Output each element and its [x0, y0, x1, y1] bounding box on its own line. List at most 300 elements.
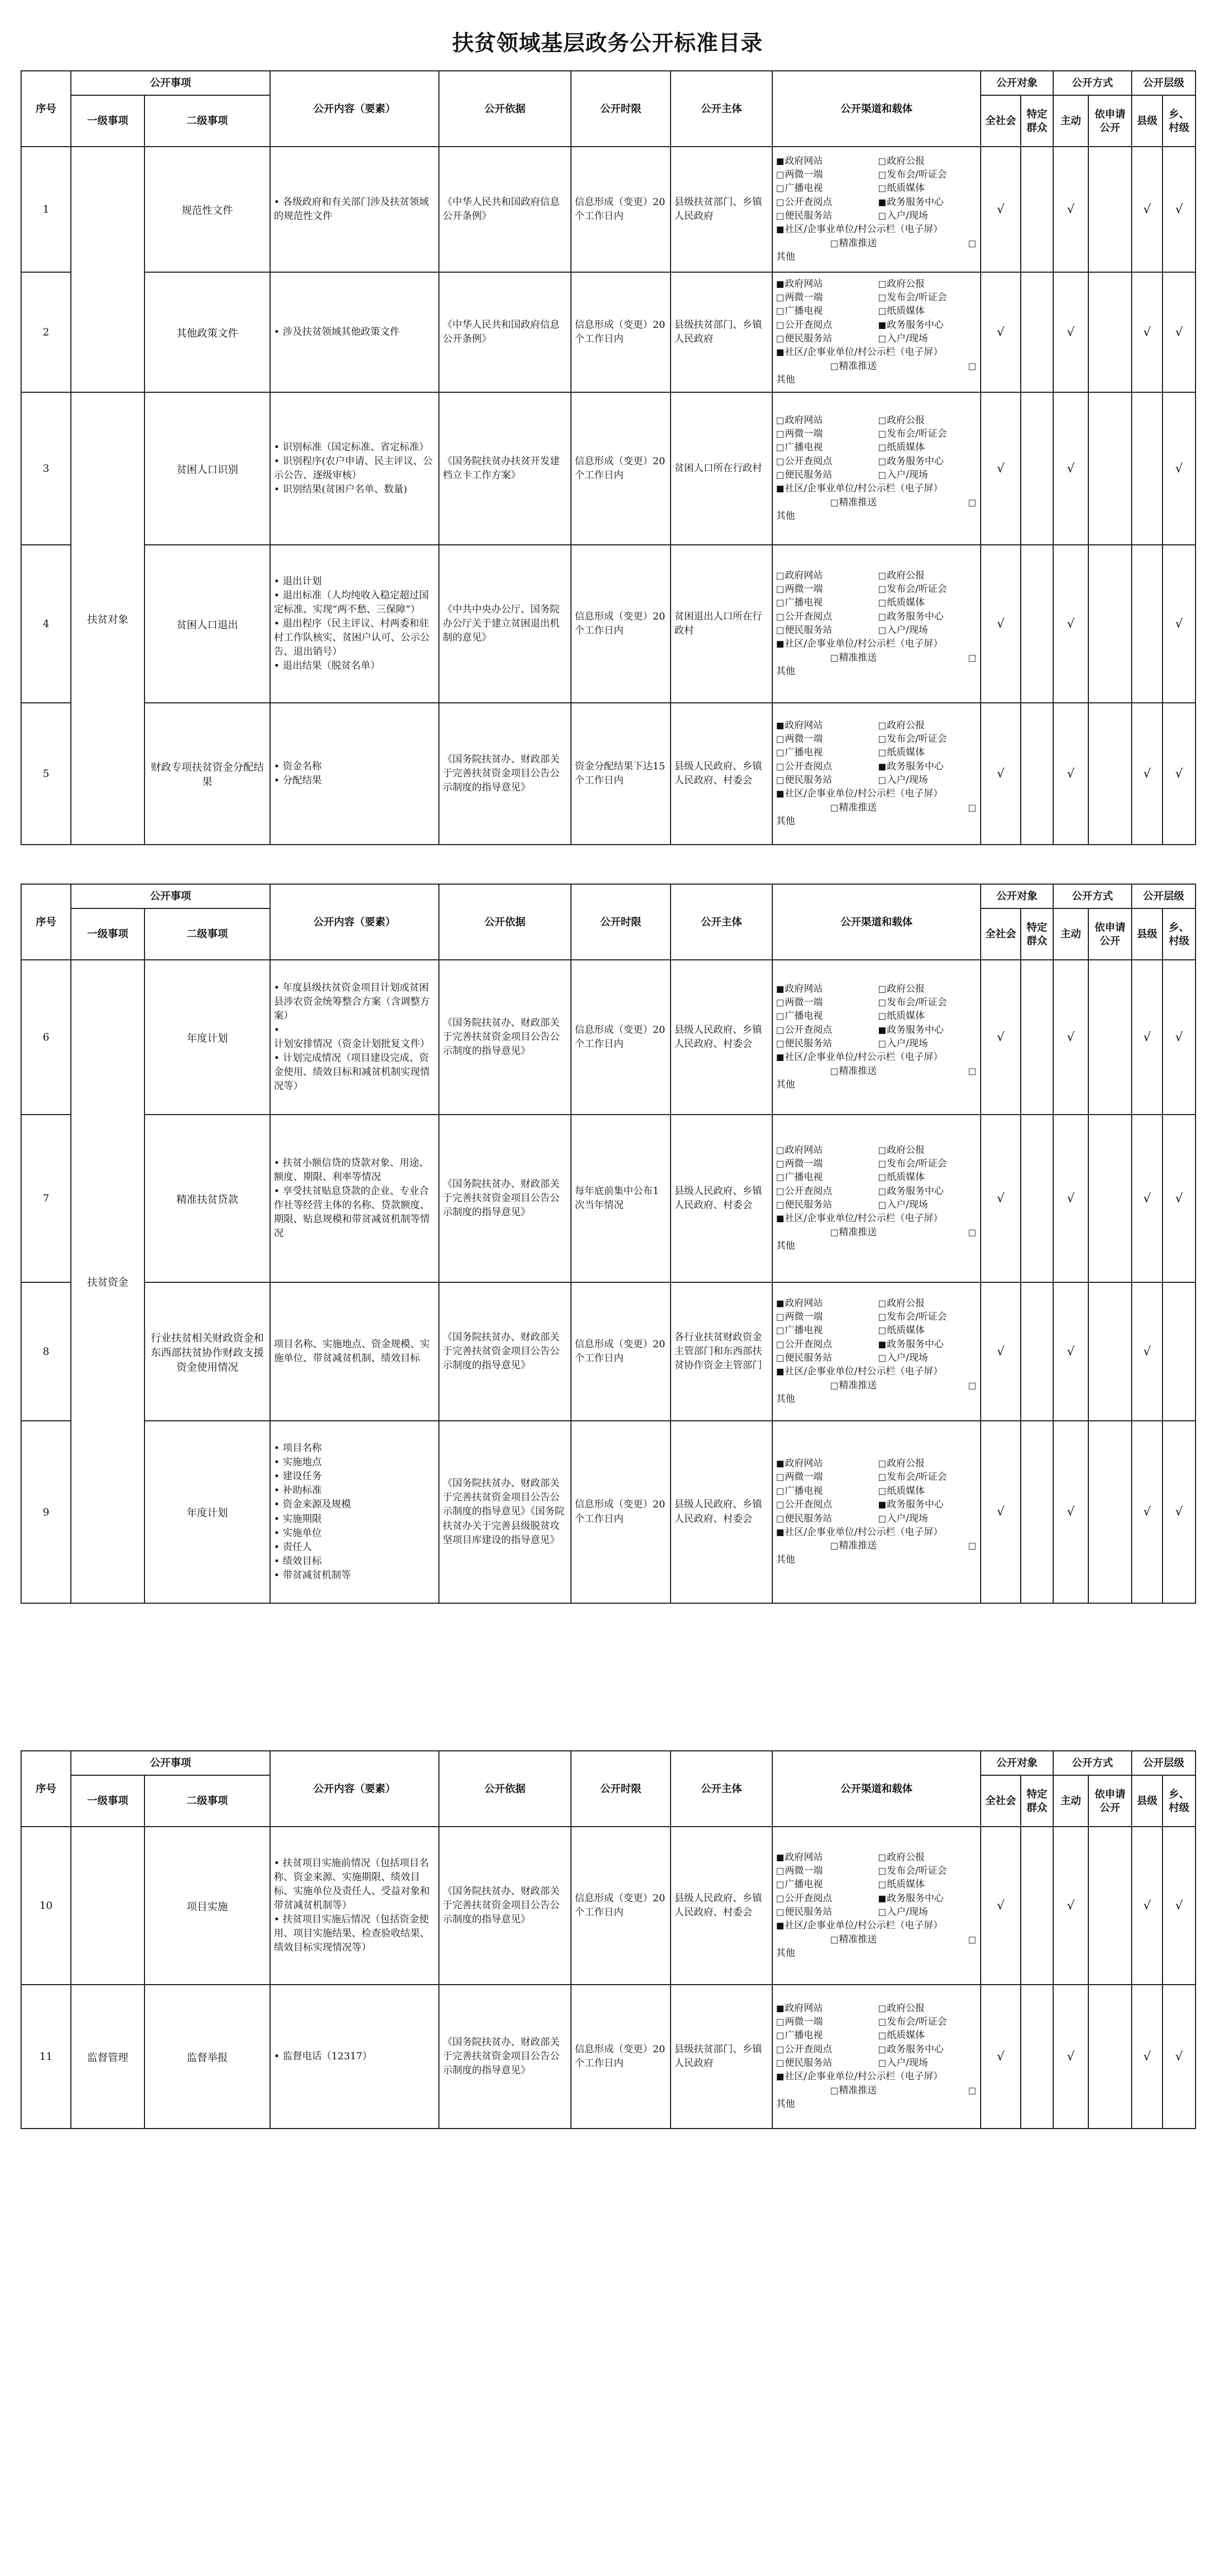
- header-level1: 一级事项: [71, 908, 145, 960]
- empty-box-icon: □: [878, 1865, 886, 1876]
- checked-box-icon: ■: [776, 638, 785, 649]
- header-level-county: 县级: [1132, 1775, 1163, 1827]
- channel-label: 政务服务中心: [886, 611, 944, 622]
- timing-cell: 信息形成（变更）20个工作日内: [571, 1985, 671, 2129]
- header-audience-group: 公开对象: [981, 884, 1053, 908]
- channel-label: 纸质媒体: [886, 1011, 925, 1022]
- channel-community: [776, 482, 977, 496]
- channel-label: 广播电视: [785, 306, 823, 317]
- channel-gov-site: [776, 414, 875, 427]
- channel-press: [878, 996, 977, 1010]
- channel-community: [776, 2070, 977, 2084]
- channel-label: 精准推送: [839, 1227, 877, 1238]
- timing-cell: 信息形成（变更）20个工作日内: [571, 545, 671, 703]
- level1-cell: [71, 147, 145, 392]
- content-item: • 资金名称: [274, 760, 435, 774]
- mark-all: √: [981, 1421, 1021, 1603]
- checked-box-icon: ■: [776, 720, 785, 730]
- channel-label: 公开查阅点: [785, 1185, 832, 1197]
- channel-push-row: [776, 1379, 977, 1393]
- channel-label: 两微一端: [785, 733, 823, 745]
- content-item: • 扶贫小额信贷的贷款对象、用途、额度、期限、利率等情况: [274, 1156, 435, 1184]
- channels-cell: [772, 1421, 981, 1603]
- channel-label: 广播电视: [785, 442, 823, 453]
- checked-box-icon: ■: [776, 983, 785, 994]
- channel-checklist: [776, 569, 977, 679]
- content-cell: [270, 272, 439, 392]
- channel-push: [830, 360, 877, 373]
- channel-label: 政府公报: [886, 720, 925, 731]
- header-content: 公开内容（要素）: [270, 71, 439, 147]
- channel-label: 纸质媒体: [886, 1485, 925, 1497]
- mark-active: √: [1053, 1827, 1088, 1985]
- level2-cell: 规范性文件: [145, 147, 270, 272]
- channel-label: 政府公报: [886, 570, 925, 581]
- header-subject: 公开主体: [671, 1751, 772, 1827]
- channel-checklist: [776, 278, 977, 387]
- timing-cell: 信息形成（变更）20个工作日内: [571, 392, 671, 545]
- content-item: • 项目名称: [274, 1441, 435, 1455]
- channel-community: [776, 223, 977, 236]
- checked-box-icon: ■: [776, 278, 785, 289]
- empty-box-icon: □: [776, 2016, 785, 2027]
- empty-box-icon: □: [776, 733, 785, 744]
- mark-specific: [1021, 960, 1053, 1115]
- channel-service-center: [878, 610, 977, 624]
- empty-box-icon: □: [776, 1513, 785, 1524]
- empty-box-icon: □: [776, 210, 785, 221]
- mark-request: [1088, 1827, 1132, 1985]
- channel-label: 政务服务中心: [886, 1024, 944, 1036]
- channel-door: [878, 1512, 977, 1526]
- channel-label: 广播电视: [785, 2030, 823, 2041]
- page-title: 扶贫领域基层政务公开标准目录: [452, 30, 763, 56]
- empty-box-icon: □: [878, 720, 886, 730]
- empty-box-icon: □: [776, 747, 785, 758]
- empty-box-icon: □: [878, 597, 886, 608]
- channel-query: [776, 2043, 875, 2057]
- channel-gov-site: [776, 1851, 875, 1865]
- subject-cell: 各行业扶贫财政资金主管部门和东西部扶贫协作资金主管部门: [671, 1282, 772, 1421]
- channel-label: 两微一端: [785, 1158, 823, 1169]
- channel-label: 政府网站: [785, 1458, 823, 1469]
- channel-label: 发布会/听证会: [886, 733, 947, 745]
- mark-town: √: [1163, 1827, 1196, 1985]
- channel-label: 社区/企事业单位/村公示栏（电子屏）: [785, 347, 943, 358]
- empty-box-icon: □: [878, 1311, 886, 1322]
- empty-box-icon: □: [776, 1038, 785, 1049]
- empty-box-icon: □: [776, 1499, 785, 1510]
- channel-label: 便民服务站: [785, 1200, 832, 1210]
- empty-box-icon: □: [878, 1458, 886, 1468]
- mark-county: √: [1132, 703, 1163, 845]
- empty-box-icon: □: [776, 456, 785, 466]
- mark-county: √: [1132, 1282, 1163, 1421]
- empty-box-icon: □: [776, 1472, 785, 1483]
- mark-request: [1088, 1115, 1132, 1282]
- header-subject: 公开主体: [671, 71, 772, 147]
- channel-label: 纸质媒体: [886, 1879, 925, 1890]
- channel-label: 政府公报: [886, 414, 925, 426]
- mark-specific: [1021, 1421, 1053, 1603]
- subject-cell: 县级人民政府、乡镇人民政府、村委会: [671, 1827, 772, 1985]
- channel-label: 政府网站: [785, 570, 823, 581]
- mark-specific: [1021, 1827, 1053, 1985]
- checked-box-icon: ■: [776, 2002, 785, 2013]
- channel-label: 公开查阅点: [785, 456, 832, 467]
- empty-box-icon: □: [830, 802, 839, 813]
- channel-door: [878, 332, 977, 346]
- content-cell: [270, 392, 439, 545]
- channel-label: 入户/现场: [886, 625, 928, 636]
- empty-box-icon: □: [830, 1540, 839, 1551]
- content-item: • 退出程序（民主评议、村两委和驻村工作队核实、贫困户认可、公示公告、退出销号）: [274, 617, 435, 659]
- channel-label: 便民服务站: [785, 1513, 832, 1524]
- channel-push-row: [776, 496, 977, 510]
- checked-box-icon: ■: [776, 788, 785, 799]
- header-subject: 公开主体: [671, 884, 772, 960]
- table-row: [21, 1421, 1196, 1603]
- content-item: • 实施地点: [274, 1455, 435, 1470]
- channel-label: 精准推送: [839, 238, 877, 249]
- header-level2: 二级事项: [145, 95, 270, 147]
- channel-push: [830, 1379, 877, 1393]
- channel-door: [878, 624, 977, 637]
- channel-other: 其他: [776, 511, 796, 522]
- channel-label: 社区/企事业单位/村公示栏（电子屏）: [785, 638, 943, 650]
- channel-service-center: [878, 760, 977, 774]
- channel-paper: [878, 1324, 977, 1338]
- channel-label: 政务服务中心: [886, 1893, 944, 1904]
- channel-other: 其他: [776, 666, 796, 677]
- empty-box-icon: □: [830, 238, 839, 248]
- timing-cell: 信息形成（变更）20个工作日内: [571, 1827, 671, 1985]
- mark-specific: [1021, 1115, 1053, 1282]
- channel-door: [878, 774, 977, 787]
- channel-label: 公开查阅点: [785, 1024, 832, 1036]
- channels-cell: [772, 703, 981, 845]
- channel-community: [776, 1051, 977, 1064]
- content-cell: [270, 1421, 439, 1603]
- channel-two-one: [776, 733, 875, 746]
- empty-box-icon: □: [776, 1172, 785, 1183]
- channel-label: 社区/企事业单位/村公示栏（电子屏）: [785, 1920, 943, 1932]
- mark-town: √: [1163, 545, 1196, 703]
- empty-box-icon: □: [830, 497, 839, 508]
- catalog-table-3: [21, 1750, 1196, 2129]
- mark-specific: [1021, 703, 1053, 845]
- channel-label: 便民服务站: [785, 2058, 832, 2068]
- table-row: [21, 703, 1196, 845]
- channel-press: [878, 1157, 977, 1171]
- empty-box-icon: □: [878, 775, 886, 785]
- mark-request: [1088, 1282, 1132, 1421]
- empty-box-icon: □: [968, 1934, 977, 1945]
- channel-query: [776, 455, 875, 469]
- channel-community: [776, 637, 977, 651]
- empty-box-icon: □: [776, 442, 785, 453]
- mark-county: [1132, 545, 1163, 703]
- empty-box-icon: □: [776, 1011, 785, 1022]
- row-seq: 8: [21, 1282, 71, 1421]
- channel-label: 精准推送: [839, 360, 877, 372]
- channel-checklist: [776, 719, 977, 829]
- header-timing: 公开时限: [571, 1751, 671, 1827]
- content-item: • 识别标准（国定标准、省定标准）: [274, 440, 435, 454]
- empty-box-icon: □: [878, 1472, 886, 1483]
- channel-label: 精准推送: [839, 1380, 877, 1391]
- channel-label: 纸质媒体: [886, 1172, 925, 1183]
- content-item: • 实施单位: [274, 1526, 435, 1540]
- checked-box-icon: ■: [776, 2071, 785, 2082]
- checked-box-icon: ■: [776, 1366, 785, 1377]
- channel-gov-site: [776, 1457, 875, 1471]
- mark-request: [1088, 1421, 1132, 1603]
- empty-box-icon: □: [878, 456, 886, 466]
- channel-gov-site: [776, 983, 875, 996]
- channel-press: [878, 583, 977, 596]
- channel-other: 其他: [776, 1554, 796, 1565]
- empty-box-icon: □: [776, 570, 785, 581]
- channel-door: [878, 469, 977, 482]
- channel-label: 两微一端: [785, 583, 823, 595]
- empty-box-icon: □: [776, 428, 785, 439]
- channel-label: 政府网站: [785, 155, 823, 167]
- mark-all: √: [981, 960, 1021, 1115]
- content-list: [274, 575, 435, 674]
- empty-box-icon: □: [830, 1227, 839, 1237]
- channels-cell: [772, 545, 981, 703]
- channel-other: 其他: [776, 1394, 796, 1405]
- channel-push: [830, 2084, 877, 2098]
- content-item: • 实施期限: [274, 1512, 435, 1526]
- channel-label: 入户/现场: [886, 470, 928, 480]
- empty-box-icon: □: [968, 238, 977, 248]
- table-row: [21, 960, 1196, 1115]
- channel-two-one: [776, 2015, 875, 2029]
- channels-cell: [772, 392, 981, 545]
- mark-town: √: [1163, 1421, 1196, 1603]
- content-item: • 绩效目标: [274, 1554, 435, 1569]
- channel-label: 政务服务中心: [886, 1499, 944, 1511]
- table-row: [21, 1985, 1196, 2129]
- channel-query: [776, 1498, 875, 1512]
- header-items-group: 公开事项: [71, 71, 270, 95]
- channel-push-row: [776, 1539, 977, 1553]
- header-items-group: 公开事项: [71, 884, 270, 908]
- empty-box-icon: □: [776, 1024, 785, 1035]
- channel-label: 纸质媒体: [886, 747, 925, 759]
- empty-box-icon: □: [878, 1158, 886, 1169]
- channel-service-center: [878, 2043, 977, 2057]
- table-row: [21, 272, 1196, 392]
- header-level-town: 乡、村级: [1163, 908, 1196, 960]
- header-timing: 公开时限: [571, 71, 671, 147]
- channel-door: [878, 209, 977, 223]
- channel-label: 两微一端: [785, 2016, 823, 2027]
- channel-label: 入户/现场: [886, 775, 928, 786]
- channel-gov-site: [776, 2002, 875, 2015]
- content-list: [274, 440, 435, 497]
- channel-convenience: [776, 1037, 875, 1051]
- checked-box-icon: ■: [776, 1458, 785, 1468]
- channel-label: 便民服务站: [785, 625, 832, 636]
- content-cell: [270, 960, 439, 1115]
- channel-gov-site: [776, 719, 875, 733]
- channel-push: [830, 1065, 877, 1078]
- basis-cell: 《国务院扶贫办、财政部关于完善扶贫资金项目公告公示制度的指导意见》《国务院扶贫办关于完善县级脱贫攻坚项目库建设的指导意见》: [439, 1421, 571, 1603]
- channel-label: 便民服务站: [785, 470, 832, 480]
- level2-cell: 精准扶贫贷款: [145, 1115, 270, 1282]
- checked-box-icon: ■: [776, 1526, 785, 1537]
- checked-box-icon: ■: [776, 224, 785, 235]
- header-channels: 公开渠道和载体: [772, 884, 981, 960]
- channel-door: [878, 2057, 977, 2070]
- mark-active: √: [1053, 1282, 1088, 1421]
- content-list: [274, 1441, 435, 1583]
- empty-box-icon: □: [968, 1380, 977, 1391]
- empty-box-icon: □: [968, 2085, 977, 2096]
- content-item: • 退出计划: [274, 575, 435, 589]
- mark-town: √: [1163, 1115, 1196, 1282]
- subject-cell: 贫困退出人口所在行政村: [671, 545, 772, 703]
- content-item: • 责任人: [274, 1540, 435, 1554]
- header-audience-specific: 特定群众: [1021, 908, 1053, 960]
- channel-label: 便民服务站: [785, 210, 832, 221]
- empty-box-icon: □: [776, 1158, 785, 1169]
- checked-box-icon: ■: [776, 1920, 785, 1931]
- empty-box-icon: □: [878, 583, 886, 594]
- channel-label: 发布会/听证会: [886, 583, 947, 595]
- channel-label: 广播电视: [785, 747, 823, 759]
- empty-box-icon: □: [878, 414, 886, 425]
- channels-cell: [772, 1827, 981, 1985]
- channel-broadcast: [776, 746, 875, 760]
- channel-label: 公开查阅点: [785, 761, 832, 772]
- channel-label: 发布会/听证会: [886, 292, 947, 303]
- channel-gov-site: [776, 155, 875, 168]
- channel-label: 政府网站: [785, 414, 823, 426]
- channel-label: 政府公报: [886, 278, 925, 289]
- row-seq: 7: [21, 1115, 71, 1282]
- channels-cell: [772, 1985, 981, 2129]
- channel-other: 其他: [776, 816, 796, 827]
- channel-paper: [878, 182, 977, 195]
- channel-label: 两微一端: [785, 169, 823, 180]
- channel-label: 便民服务站: [785, 1038, 832, 1049]
- channel-label: 入户/现场: [886, 1907, 928, 1918]
- empty-box-icon: □: [968, 802, 977, 813]
- channel-label: 两微一端: [785, 1311, 823, 1322]
- empty-box-icon: □: [776, 414, 785, 425]
- content-item: • 扶贫项目实施前情况（包括项目名称、资金来源、实施期限、绩效目标、实施单位及责任人、受益对象和带贫减贫机制等）: [274, 1856, 435, 1913]
- channel-label: 政府网站: [785, 278, 823, 289]
- mark-county: √: [1132, 147, 1163, 272]
- channel-gov-gazette: [878, 719, 977, 733]
- channel-label: 发布会/听证会: [886, 1472, 947, 1483]
- empty-box-icon: □: [968, 1065, 977, 1076]
- empty-box-icon: □: [878, 733, 886, 744]
- channel-query: [776, 760, 875, 774]
- content-list: [274, 981, 435, 1094]
- channel-query: [776, 1892, 875, 1906]
- channel-press: [878, 168, 977, 182]
- channel-service-center: [878, 196, 977, 209]
- table-row: [21, 392, 1196, 545]
- content-item: • 带贫减贫机制等: [274, 1569, 435, 1583]
- channel-door: [878, 1352, 977, 1365]
- subject-cell: 县级人民政府、乡镇人民政府、村委会: [671, 1421, 772, 1603]
- timing-cell: 信息形成（变更）20个工作日内: [571, 1282, 671, 1421]
- level1-cell: 扶贫资金: [71, 960, 145, 1603]
- empty-box-icon: □: [968, 497, 977, 508]
- empty-box-icon: □: [878, 1852, 886, 1862]
- checked-box-icon: ■: [776, 483, 785, 494]
- channel-push-row: [776, 1933, 977, 1947]
- channel-gov-site: [776, 1297, 875, 1310]
- channel-label: 社区/企事业单位/村公示栏（电子屏）: [785, 1052, 943, 1063]
- channel-label: 公开查阅点: [785, 319, 832, 331]
- basis-cell: 《国务院扶贫办、财政部关于完善扶贫资金项目公告公示制度的指导意见》: [439, 960, 571, 1115]
- level2-cell: 财政专项扶贫资金分配结果: [145, 703, 270, 845]
- channel-label: 两微一端: [785, 997, 823, 1008]
- empty-box-icon: □: [878, 1353, 886, 1363]
- header-mode-active: 主动: [1053, 95, 1088, 147]
- timing-cell: 信息形成（变更）20个工作日内: [571, 960, 671, 1115]
- channel-convenience: [776, 624, 875, 637]
- channel-label: 发布会/听证会: [886, 2016, 947, 2027]
- checked-box-icon: ■: [776, 1852, 785, 1862]
- channel-checklist: [776, 1457, 977, 1567]
- empty-box-icon: □: [776, 1485, 785, 1496]
- row-seq: 5: [21, 703, 71, 845]
- empty-box-icon: □: [878, 1297, 886, 1308]
- empty-box-icon: □: [776, 775, 785, 785]
- empty-box-icon: □: [776, 169, 785, 180]
- channel-checklist: [776, 1297, 977, 1407]
- channel-label: 发布会/听证会: [886, 428, 947, 439]
- channel-label: 便民服务站: [785, 333, 832, 344]
- empty-box-icon: □: [878, 1185, 886, 1196]
- content-list: [274, 2050, 435, 2064]
- checked-box-icon: ■: [776, 155, 785, 166]
- channel-label: 发布会/听证会: [886, 169, 947, 180]
- mark-specific: [1021, 1282, 1053, 1421]
- channels-cell: [772, 1115, 981, 1282]
- empty-box-icon: □: [878, 210, 886, 221]
- channel-broadcast: [776, 1010, 875, 1023]
- row-seq: 3: [21, 392, 71, 545]
- mark-active: √: [1053, 703, 1088, 845]
- channel-gov-site: [776, 1144, 875, 1157]
- channel-convenience: [776, 1198, 875, 1212]
- channel-push: [830, 1933, 877, 1947]
- content-item: • 年度县级扶贫资金项目计划或贫困县涉农资金统筹整合方案（含调整方案）: [274, 981, 435, 1023]
- mark-active: √: [1053, 392, 1088, 545]
- level1-cell: 扶贫对象: [71, 392, 145, 845]
- header-timing: 公开时限: [571, 884, 671, 960]
- header-level1: 一级事项: [71, 1775, 145, 1827]
- content-list: [274, 1856, 435, 1955]
- row-seq: 4: [21, 545, 71, 703]
- checked-box-icon: ■: [878, 196, 886, 207]
- checked-box-icon: ■: [878, 761, 886, 772]
- channel-label: 入户/现场: [886, 2058, 928, 2068]
- content-item: • 各级政府和有关部门涉及扶贫领域的规范性文件: [274, 195, 435, 223]
- channel-door: [878, 1906, 977, 1919]
- mark-specific: [1021, 1985, 1053, 2129]
- table-row: [21, 1827, 1196, 1985]
